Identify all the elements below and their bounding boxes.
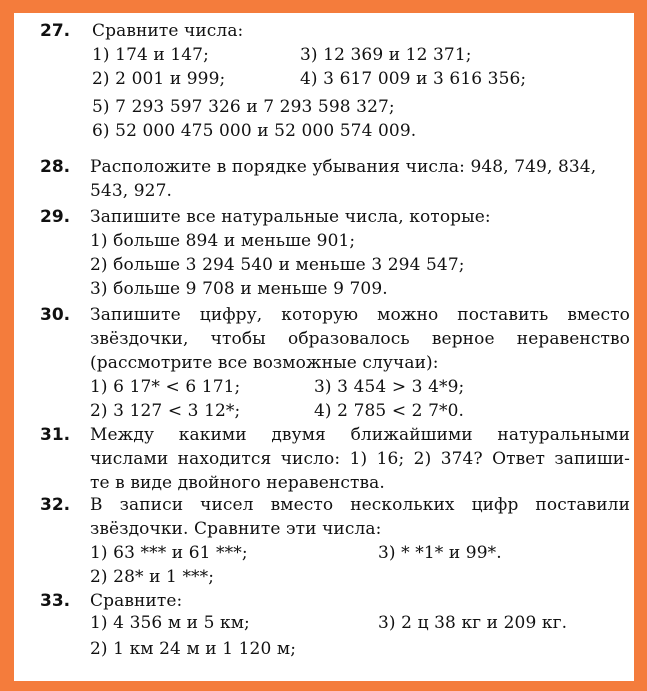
exercise-text: В записи чисел вместо нескольких цифр поставили — [90, 495, 630, 515]
exercise-item: 2) 1 км 24 м и 1 120 м; — [90, 639, 297, 659]
exercise-item: 2) 2 001 и 999; — [92, 69, 226, 89]
exercise-item: 1) больше 894 и меньше 901; — [90, 231, 356, 251]
exercise-text: Запишите цифру, которую можно поставить вместо — [90, 305, 630, 325]
textbook-page — [14, 13, 634, 681]
exercise-item: 1) 174 и 147; — [92, 45, 209, 65]
exercise-item: 1) 63 *** и 61 ***; — [90, 543, 248, 563]
exercise-number: 30. — [40, 305, 71, 325]
exercise-item: 5) 7 293 597 326 и 7 293 598 327; — [92, 97, 395, 117]
exercise-item: 3) * *1* и 99*. — [378, 543, 502, 563]
exercise-item: 2) больше 3 294 540 и меньше 3 294 547; — [90, 255, 465, 275]
exercise-item: 2) 3 127 < 3 12*; — [90, 401, 241, 421]
exercise-number: 32. — [40, 495, 71, 515]
exercise-text: Расположите в порядке убывания числа: 948, 749, 834, — [90, 157, 597, 177]
exercise-text: числами находится число: 1) 16; 2) 374? Ответ запиши- — [90, 449, 630, 469]
exercise-text: (рассмотрите все возможные случаи): — [90, 353, 439, 373]
exercise-number: 27. — [40, 21, 71, 41]
exercise-item: 3) 2 ц 38 кг и 209 кг. — [378, 613, 568, 633]
exercise-number: 29. — [40, 207, 71, 227]
exercise-item: 2) 28* и 1 ***; — [90, 567, 215, 587]
exercise-item: 3) 3 454 > 3 4*9; — [314, 377, 465, 397]
exercise-item: 1) 6 17* < 6 171; — [90, 377, 241, 397]
exercise-item: 4) 3 617 009 и 3 616 356; — [300, 69, 527, 89]
exercise-text: звёздочки. Сравните эти числа: — [90, 519, 382, 539]
exercise-number: 28. — [40, 157, 71, 177]
exercise-number: 31. — [40, 425, 71, 445]
exercise-item: 3) 12 369 и 12 371; — [300, 45, 472, 65]
exercise-item: 4) 2 785 < 2 7*0. — [314, 401, 465, 421]
exercise-number: 33. — [40, 591, 71, 611]
exercise-text: 543, 927. — [90, 181, 173, 201]
exercise-item: 1) 4 356 м и 5 км; — [90, 613, 250, 633]
exercise-text: звёздочки, чтобы образовалось верное неравенство — [90, 329, 630, 349]
exercise-text: те в виде двойного неравенства. — [90, 473, 385, 493]
exercise-title: Запишите все натуральные числа, которые: — [90, 207, 491, 227]
exercise-title: Сравните: — [90, 591, 183, 611]
exercise-item: 6) 52 000 475 000 и 52 000 574 009. — [92, 121, 417, 141]
exercise-text: Между какими двумя ближайшими натуральными — [90, 425, 630, 445]
exercise-item: 3) больше 9 708 и меньше 9 709. — [90, 279, 388, 299]
exercise-title: Сравните числа: — [92, 21, 244, 41]
